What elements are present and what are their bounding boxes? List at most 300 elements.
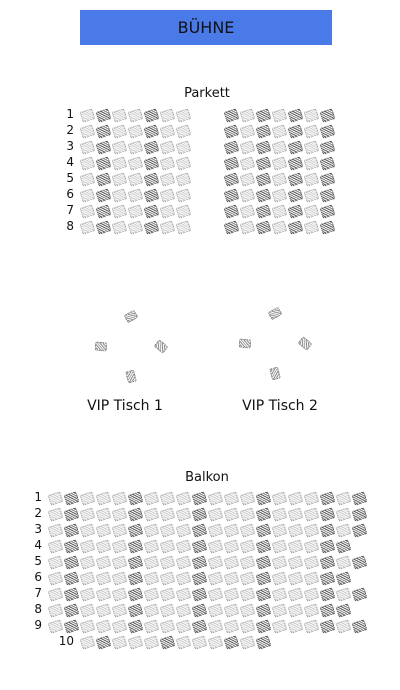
balkon-seat[interactable]	[80, 587, 96, 601]
balkon-seat[interactable]	[272, 587, 288, 601]
balkon-seat[interactable]	[240, 571, 256, 585]
balkon-seat[interactable]	[208, 635, 224, 649]
parkett-seat-right[interactable]	[288, 188, 304, 202]
balkon-seat[interactable]	[320, 507, 336, 521]
balkon-seat[interactable]	[128, 603, 144, 617]
balkon-seat[interactable]	[96, 619, 112, 633]
balkon-seat[interactable]	[112, 555, 128, 569]
balkon-seat[interactable]	[112, 491, 128, 505]
balkon-seat[interactable]	[224, 619, 240, 633]
balkon-seat[interactable]	[288, 555, 304, 569]
balkon-seat[interactable]	[144, 571, 160, 585]
balkon-seat[interactable]	[96, 571, 112, 585]
balkon-seat[interactable]	[144, 539, 160, 553]
balkon-seat[interactable]	[176, 619, 192, 633]
parkett-seat-left[interactable]	[96, 108, 112, 122]
balkon-seat[interactable]	[192, 491, 208, 505]
parkett-seat-left[interactable]	[80, 220, 96, 234]
balkon-seat[interactable]	[336, 491, 352, 505]
parkett-seat-left[interactable]	[160, 108, 176, 122]
parkett-seat-right[interactable]	[240, 172, 256, 186]
balkon-seat[interactable]	[160, 507, 176, 521]
balkon-seat[interactable]	[320, 523, 336, 537]
parkett-seat-left[interactable]	[80, 156, 96, 170]
balkon-seat[interactable]	[96, 523, 112, 537]
balkon-seat[interactable]	[160, 587, 176, 601]
balkon-seat[interactable]	[224, 555, 240, 569]
parkett-seat-right[interactable]	[240, 108, 256, 122]
balkon-seat[interactable]	[272, 603, 288, 617]
balkon-seat[interactable]	[176, 635, 192, 649]
vip-table-1-seat[interactable]	[125, 370, 137, 384]
balkon-seat[interactable]	[240, 635, 256, 649]
balkon-seat[interactable]	[352, 507, 368, 521]
balkon-seat[interactable]	[208, 523, 224, 537]
parkett-seat-right[interactable]	[272, 220, 288, 234]
balkon-seat[interactable]	[96, 555, 112, 569]
parkett-seat-right[interactable]	[288, 220, 304, 234]
balkon-seat[interactable]	[304, 539, 320, 553]
balkon-seat[interactable]	[176, 571, 192, 585]
balkon-seat[interactable]	[256, 635, 272, 649]
balkon-seat[interactable]	[48, 523, 64, 537]
balkon-seat[interactable]	[272, 539, 288, 553]
parkett-seat-left[interactable]	[96, 124, 112, 138]
parkett-seat-left[interactable]	[112, 188, 128, 202]
parkett-seat-right[interactable]	[288, 124, 304, 138]
balkon-seat[interactable]	[128, 507, 144, 521]
balkon-seat[interactable]	[256, 619, 272, 633]
balkon-seat[interactable]	[64, 507, 80, 521]
parkett-seat-left[interactable]	[112, 172, 128, 186]
parkett-seat-right[interactable]	[224, 188, 240, 202]
balkon-seat[interactable]	[256, 539, 272, 553]
parkett-seat-left[interactable]	[80, 140, 96, 154]
balkon-seat[interactable]	[336, 555, 352, 569]
balkon-seat[interactable]	[320, 491, 336, 505]
balkon-seat[interactable]	[240, 619, 256, 633]
parkett-seat-left[interactable]	[144, 140, 160, 154]
parkett-seat-left[interactable]	[80, 172, 96, 186]
parkett-seat-left[interactable]	[112, 220, 128, 234]
balkon-seat[interactable]	[112, 571, 128, 585]
balkon-seat[interactable]	[80, 571, 96, 585]
balkon-seat[interactable]	[304, 603, 320, 617]
balkon-seat[interactable]	[176, 491, 192, 505]
vip-table-1-seat[interactable]	[154, 339, 169, 354]
parkett-seat-right[interactable]	[320, 140, 336, 154]
parkett-seat-left[interactable]	[112, 108, 128, 122]
balkon-seat[interactable]	[304, 619, 320, 633]
balkon-seat[interactable]	[304, 523, 320, 537]
balkon-seat[interactable]	[160, 491, 176, 505]
balkon-seat[interactable]	[112, 635, 128, 649]
balkon-seat[interactable]	[128, 539, 144, 553]
balkon-seat[interactable]	[336, 587, 352, 601]
parkett-seat-left[interactable]	[80, 188, 96, 202]
balkon-seat[interactable]	[176, 603, 192, 617]
balkon-seat[interactable]	[352, 491, 368, 505]
parkett-seat-left[interactable]	[128, 156, 144, 170]
balkon-seat[interactable]	[336, 523, 352, 537]
balkon-seat[interactable]	[288, 587, 304, 601]
balkon-seat[interactable]	[192, 539, 208, 553]
balkon-seat[interactable]	[336, 507, 352, 521]
balkon-seat[interactable]	[288, 619, 304, 633]
parkett-seat-left[interactable]	[176, 172, 192, 186]
balkon-seat[interactable]	[336, 539, 352, 553]
balkon-seat[interactable]	[128, 555, 144, 569]
balkon-seat[interactable]	[80, 491, 96, 505]
balkon-seat[interactable]	[224, 491, 240, 505]
balkon-seat[interactable]	[96, 587, 112, 601]
vip-table-1-seat[interactable]	[95, 341, 108, 351]
balkon-seat[interactable]	[64, 587, 80, 601]
balkon-seat[interactable]	[96, 539, 112, 553]
balkon-seat[interactable]	[64, 555, 80, 569]
parkett-seat-right[interactable]	[320, 108, 336, 122]
parkett-seat-right[interactable]	[320, 220, 336, 234]
parkett-seat-right[interactable]	[320, 156, 336, 170]
parkett-seat-right[interactable]	[272, 108, 288, 122]
balkon-seat[interactable]	[240, 587, 256, 601]
parkett-seat-right[interactable]	[272, 140, 288, 154]
balkon-seat[interactable]	[64, 539, 80, 553]
parkett-seat-left[interactable]	[160, 220, 176, 234]
parkett-seat-left[interactable]	[112, 156, 128, 170]
parkett-seat-right[interactable]	[240, 204, 256, 218]
balkon-seat[interactable]	[48, 587, 64, 601]
balkon-seat[interactable]	[144, 555, 160, 569]
balkon-seat[interactable]	[272, 571, 288, 585]
balkon-seat[interactable]	[320, 539, 336, 553]
parkett-seat-left[interactable]	[112, 140, 128, 154]
balkon-seat[interactable]	[160, 619, 176, 633]
parkett-seat-left[interactable]	[112, 204, 128, 218]
parkett-seat-left[interactable]	[144, 108, 160, 122]
balkon-seat[interactable]	[160, 571, 176, 585]
balkon-seat[interactable]	[192, 507, 208, 521]
balkon-seat[interactable]	[176, 507, 192, 521]
balkon-seat[interactable]	[288, 571, 304, 585]
balkon-seat[interactable]	[64, 523, 80, 537]
balkon-seat[interactable]	[48, 555, 64, 569]
balkon-seat[interactable]	[208, 587, 224, 601]
balkon-seat[interactable]	[256, 571, 272, 585]
parkett-seat-right[interactable]	[256, 188, 272, 202]
balkon-seat[interactable]	[208, 539, 224, 553]
parkett-seat-left[interactable]	[176, 220, 192, 234]
balkon-seat[interactable]	[48, 619, 64, 633]
parkett-seat-left[interactable]	[80, 108, 96, 122]
balkon-seat[interactable]	[48, 507, 64, 521]
parkett-seat-left[interactable]	[128, 172, 144, 186]
balkon-seat[interactable]	[80, 635, 96, 649]
parkett-seat-right[interactable]	[240, 188, 256, 202]
balkon-seat[interactable]	[208, 555, 224, 569]
parkett-seat-left[interactable]	[176, 156, 192, 170]
balkon-seat[interactable]	[80, 507, 96, 521]
balkon-seat[interactable]	[320, 571, 336, 585]
balkon-seat[interactable]	[352, 523, 368, 537]
balkon-seat[interactable]	[176, 587, 192, 601]
vip-table-2-seat[interactable]	[268, 307, 283, 321]
balkon-seat[interactable]	[352, 587, 368, 601]
parkett-seat-right[interactable]	[272, 172, 288, 186]
parkett-seat-left[interactable]	[160, 204, 176, 218]
balkon-seat[interactable]	[112, 603, 128, 617]
parkett-seat-left[interactable]	[128, 188, 144, 202]
balkon-seat[interactable]	[96, 507, 112, 521]
parkett-seat-left[interactable]	[96, 188, 112, 202]
balkon-seat[interactable]	[128, 491, 144, 505]
balkon-seat[interactable]	[64, 619, 80, 633]
parkett-seat-right[interactable]	[288, 140, 304, 154]
balkon-seat[interactable]	[256, 555, 272, 569]
parkett-seat-left[interactable]	[128, 124, 144, 138]
parkett-seat-left[interactable]	[96, 140, 112, 154]
parkett-seat-right[interactable]	[240, 124, 256, 138]
parkett-seat-right[interactable]	[304, 220, 320, 234]
balkon-seat[interactable]	[288, 507, 304, 521]
parkett-seat-right[interactable]	[272, 204, 288, 218]
balkon-seat[interactable]	[256, 507, 272, 521]
balkon-seat[interactable]	[272, 507, 288, 521]
parkett-seat-right[interactable]	[224, 140, 240, 154]
balkon-seat[interactable]	[256, 587, 272, 601]
parkett-seat-right[interactable]	[256, 204, 272, 218]
parkett-seat-right[interactable]	[240, 156, 256, 170]
balkon-seat[interactable]	[304, 587, 320, 601]
parkett-seat-right[interactable]	[224, 172, 240, 186]
balkon-seat[interactable]	[336, 619, 352, 633]
balkon-seat[interactable]	[192, 603, 208, 617]
balkon-seat[interactable]	[160, 539, 176, 553]
parkett-seat-right[interactable]	[272, 156, 288, 170]
parkett-seat-right[interactable]	[304, 188, 320, 202]
balkon-seat[interactable]	[224, 635, 240, 649]
balkon-seat[interactable]	[240, 491, 256, 505]
parkett-seat-right[interactable]	[224, 108, 240, 122]
parkett-seat-left[interactable]	[128, 108, 144, 122]
balkon-seat[interactable]	[144, 491, 160, 505]
balkon-seat[interactable]	[208, 619, 224, 633]
balkon-seat[interactable]	[80, 619, 96, 633]
balkon-seat[interactable]	[208, 491, 224, 505]
balkon-seat[interactable]	[80, 523, 96, 537]
balkon-seat[interactable]	[240, 507, 256, 521]
parkett-seat-right[interactable]	[256, 124, 272, 138]
balkon-seat[interactable]	[80, 539, 96, 553]
parkett-seat-left[interactable]	[144, 172, 160, 186]
balkon-seat[interactable]	[112, 507, 128, 521]
parkett-seat-right[interactable]	[320, 204, 336, 218]
balkon-seat[interactable]	[304, 571, 320, 585]
balkon-seat[interactable]	[320, 587, 336, 601]
parkett-seat-right[interactable]	[240, 140, 256, 154]
parkett-seat-right[interactable]	[224, 156, 240, 170]
balkon-seat[interactable]	[192, 571, 208, 585]
parkett-seat-left[interactable]	[80, 124, 96, 138]
balkon-seat[interactable]	[288, 491, 304, 505]
balkon-seat[interactable]	[320, 603, 336, 617]
balkon-seat[interactable]	[160, 603, 176, 617]
balkon-seat[interactable]	[128, 587, 144, 601]
vip-table-2-seat[interactable]	[269, 367, 281, 381]
balkon-seat[interactable]	[240, 603, 256, 617]
balkon-seat[interactable]	[240, 539, 256, 553]
balkon-seat[interactable]	[96, 603, 112, 617]
parkett-seat-left[interactable]	[96, 156, 112, 170]
balkon-seat[interactable]	[144, 587, 160, 601]
balkon-seat[interactable]	[336, 571, 352, 585]
parkett-seat-right[interactable]	[256, 172, 272, 186]
parkett-seat-left[interactable]	[160, 188, 176, 202]
balkon-seat[interactable]	[144, 507, 160, 521]
balkon-seat[interactable]	[144, 603, 160, 617]
balkon-seat[interactable]	[304, 555, 320, 569]
parkett-seat-right[interactable]	[320, 188, 336, 202]
balkon-seat[interactable]	[176, 523, 192, 537]
balkon-seat[interactable]	[224, 507, 240, 521]
balkon-seat[interactable]	[272, 619, 288, 633]
balkon-seat[interactable]	[320, 619, 336, 633]
parkett-seat-left[interactable]	[144, 124, 160, 138]
balkon-seat[interactable]	[96, 491, 112, 505]
parkett-seat-right[interactable]	[304, 204, 320, 218]
balkon-seat[interactable]	[160, 555, 176, 569]
balkon-seat[interactable]	[112, 523, 128, 537]
parkett-seat-left[interactable]	[80, 204, 96, 218]
parkett-seat-left[interactable]	[128, 220, 144, 234]
parkett-seat-left[interactable]	[160, 140, 176, 154]
balkon-seat[interactable]	[224, 571, 240, 585]
parkett-seat-right[interactable]	[304, 140, 320, 154]
parkett-seat-left[interactable]	[176, 108, 192, 122]
balkon-seat[interactable]	[224, 539, 240, 553]
balkon-seat[interactable]	[352, 619, 368, 633]
parkett-seat-left[interactable]	[160, 172, 176, 186]
balkon-seat[interactable]	[224, 523, 240, 537]
parkett-seat-left[interactable]	[128, 140, 144, 154]
balkon-seat[interactable]	[272, 491, 288, 505]
parkett-seat-right[interactable]	[256, 220, 272, 234]
balkon-seat[interactable]	[112, 619, 128, 633]
balkon-seat[interactable]	[160, 635, 176, 649]
parkett-seat-left[interactable]	[160, 156, 176, 170]
parkett-seat-left[interactable]	[144, 156, 160, 170]
balkon-seat[interactable]	[304, 507, 320, 521]
balkon-seat[interactable]	[288, 539, 304, 553]
balkon-seat[interactable]	[240, 555, 256, 569]
parkett-seat-right[interactable]	[304, 124, 320, 138]
parkett-seat-left[interactable]	[96, 204, 112, 218]
parkett-seat-left[interactable]	[128, 204, 144, 218]
balkon-seat[interactable]	[208, 507, 224, 521]
parkett-seat-right[interactable]	[288, 156, 304, 170]
vip-table-2-seat[interactable]	[239, 338, 252, 348]
parkett-seat-left[interactable]	[160, 124, 176, 138]
balkon-seat[interactable]	[240, 523, 256, 537]
balkon-seat[interactable]	[224, 603, 240, 617]
parkett-seat-left[interactable]	[176, 204, 192, 218]
balkon-seat[interactable]	[288, 523, 304, 537]
balkon-seat[interactable]	[256, 603, 272, 617]
balkon-seat[interactable]	[128, 571, 144, 585]
balkon-seat[interactable]	[128, 523, 144, 537]
balkon-seat[interactable]	[144, 523, 160, 537]
parkett-seat-right[interactable]	[288, 108, 304, 122]
parkett-seat-right[interactable]	[256, 156, 272, 170]
parkett-seat-right[interactable]	[224, 124, 240, 138]
balkon-seat[interactable]	[144, 619, 160, 633]
balkon-seat[interactable]	[192, 523, 208, 537]
parkett-seat-right[interactable]	[304, 108, 320, 122]
balkon-seat[interactable]	[192, 635, 208, 649]
balkon-seat[interactable]	[160, 523, 176, 537]
balkon-seat[interactable]	[48, 539, 64, 553]
balkon-seat[interactable]	[320, 555, 336, 569]
balkon-seat[interactable]	[128, 619, 144, 633]
balkon-seat[interactable]	[256, 491, 272, 505]
parkett-seat-right[interactable]	[272, 124, 288, 138]
parkett-seat-right[interactable]	[256, 108, 272, 122]
balkon-seat[interactable]	[352, 555, 368, 569]
parkett-seat-right[interactable]	[304, 172, 320, 186]
vip-table-1-seat[interactable]	[124, 310, 139, 324]
balkon-seat[interactable]	[64, 603, 80, 617]
balkon-seat[interactable]	[192, 555, 208, 569]
balkon-seat[interactable]	[112, 539, 128, 553]
parkett-seat-left[interactable]	[176, 140, 192, 154]
balkon-seat[interactable]	[64, 571, 80, 585]
balkon-seat[interactable]	[80, 603, 96, 617]
balkon-seat[interactable]	[336, 603, 352, 617]
balkon-seat[interactable]	[272, 555, 288, 569]
balkon-seat[interactable]	[48, 571, 64, 585]
parkett-seat-right[interactable]	[304, 156, 320, 170]
vip-table-2-seat[interactable]	[298, 336, 313, 351]
balkon-seat[interactable]	[192, 587, 208, 601]
balkon-seat[interactable]	[256, 523, 272, 537]
balkon-seat[interactable]	[192, 619, 208, 633]
parkett-seat-right[interactable]	[256, 140, 272, 154]
parkett-seat-left[interactable]	[176, 188, 192, 202]
parkett-seat-left[interactable]	[112, 124, 128, 138]
balkon-seat[interactable]	[64, 491, 80, 505]
parkett-seat-left[interactable]	[144, 188, 160, 202]
balkon-seat[interactable]	[304, 491, 320, 505]
balkon-seat[interactable]	[96, 635, 112, 649]
balkon-seat[interactable]	[80, 555, 96, 569]
balkon-seat[interactable]	[272, 523, 288, 537]
parkett-seat-right[interactable]	[272, 188, 288, 202]
balkon-seat[interactable]	[144, 635, 160, 649]
balkon-seat[interactable]	[176, 539, 192, 553]
balkon-seat[interactable]	[224, 587, 240, 601]
balkon-seat[interactable]	[288, 603, 304, 617]
balkon-seat[interactable]	[48, 491, 64, 505]
parkett-seat-left[interactable]	[144, 220, 160, 234]
parkett-seat-left[interactable]	[144, 204, 160, 218]
balkon-seat[interactable]	[48, 603, 64, 617]
balkon-seat[interactable]	[128, 635, 144, 649]
parkett-seat-right[interactable]	[320, 172, 336, 186]
parkett-seat-right[interactable]	[288, 204, 304, 218]
parkett-seat-right[interactable]	[288, 172, 304, 186]
parkett-seat-left[interactable]	[96, 172, 112, 186]
parkett-seat-left[interactable]	[176, 124, 192, 138]
